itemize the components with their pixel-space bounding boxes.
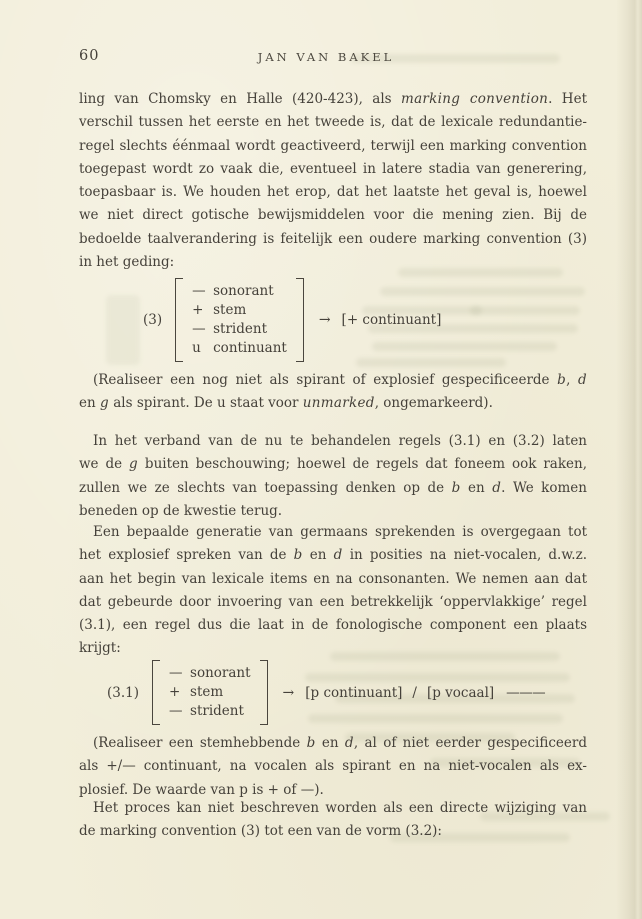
paragraph-6 xyxy=(79,797,587,844)
text-line: toepasbaar is. We houden het erop, dat het laatste het geval is, hoewel xyxy=(79,184,587,201)
matrix-row xyxy=(192,339,287,358)
text-line: beneden op de kwestie terug. xyxy=(79,502,283,519)
bracket-right xyxy=(296,278,304,362)
bracket-left xyxy=(175,278,183,362)
text-line: Een bepaalde generatie van germaans sprekenden is overgegaan tot xyxy=(93,524,587,540)
paragraph-1 xyxy=(79,88,587,274)
text-line: (3.1), een regel dus die laat in de fonologische component een plaats xyxy=(79,617,587,634)
feature-name: continuant xyxy=(213,340,287,356)
feature-sign: + xyxy=(192,302,204,318)
feature-matrix xyxy=(175,278,304,362)
formula-result: [+ continuant] xyxy=(341,312,442,328)
feature-name: strident xyxy=(213,321,267,337)
feature-name: strident xyxy=(190,703,244,719)
text-line: aan het begin van lexicale items en na consonanten. We nemen aan dat xyxy=(79,570,587,587)
feature-matrix xyxy=(152,660,268,725)
paragraph-5 xyxy=(79,732,587,802)
arrow-right-icon: → xyxy=(282,684,295,701)
text-line: als +/— continuant, na vocalen als spirant en na niet-vocalen als ex- xyxy=(79,758,587,775)
text-line: in het geding: xyxy=(79,254,175,271)
matrix-row xyxy=(169,683,251,702)
feature-sign: — xyxy=(169,703,183,719)
matrix-row xyxy=(169,664,251,683)
text-line: In het verband van de nu te behandelen regels (3.1) en (3.2) laten xyxy=(93,433,587,449)
formula-3 xyxy=(79,278,441,362)
text-line: Het proces kan niet beschreven worden als een directe wijziging van xyxy=(93,800,587,816)
feature-sign: u xyxy=(192,340,201,356)
environment-slash: / xyxy=(412,684,417,701)
text-line: plosief. De waarde van p is + of —). xyxy=(79,781,324,798)
bracket-right xyxy=(260,660,268,725)
feature-sign: — xyxy=(169,665,183,681)
text-line: toegepast wordt zo vaak die, eventueel in latere stadia van generering, xyxy=(79,160,587,177)
text-line: (Realiseer een nog niet als spirant of explosief gespecificeerde b, d xyxy=(93,372,587,388)
feature-sign: — xyxy=(192,283,206,299)
page-number: 60 xyxy=(79,48,100,64)
text-line: het explosief spreken van de b en d in posities na niet-vocalen, d.w.z. xyxy=(79,547,587,564)
matrix-row xyxy=(192,320,287,339)
matrix-rows xyxy=(167,660,253,725)
feature-name: stem xyxy=(190,684,224,700)
text-line: verschil tussen het eerste en het tweede is, dat de lexicale redundantie- xyxy=(79,114,587,131)
matrix-row xyxy=(169,702,251,721)
paragraph-3 xyxy=(79,430,587,523)
text-line: dat gebeurde door invoering van een betrekkelijk ‘oppervlakkige’ regel xyxy=(79,593,587,610)
bleedthrough-artifact xyxy=(470,306,580,315)
page-header xyxy=(79,48,587,68)
text-line: ling van Chomsky en Halle (420-423), als marking convention. Het xyxy=(79,91,587,107)
matrix-rows xyxy=(190,278,289,362)
environment-blank-dash: ——— xyxy=(506,684,546,701)
formula-result: [p continuant] xyxy=(305,684,403,701)
text-line: regel slechts éénmaal wordt geactiveerd, terwijl een marking convention xyxy=(79,137,587,154)
formula-label: (3.1) xyxy=(107,684,140,701)
text-line: we de g buiten beschouwing; hoewel de regels dat foneem ook raken, xyxy=(79,456,587,473)
text-line: we niet direct gotische bewijsmiddelen voor die mening zien. Bij de xyxy=(79,207,587,224)
feature-name: stem xyxy=(213,302,247,318)
feature-name: sonorant xyxy=(213,283,274,299)
bracket-left xyxy=(152,660,160,725)
formula-context: [p vocaal] xyxy=(426,684,495,701)
text-line: zullen we ze slechts van toepassing denken op de b en d. We komen xyxy=(79,479,587,496)
paragraph-4 xyxy=(79,521,587,661)
text-line: (Realiseer een stemhebbende b en d, al of niet eerder gespecificeerd xyxy=(93,735,588,751)
feature-sign: + xyxy=(169,684,181,700)
text-line: bedoelde taalverandering is feitelijk een oudere marking convention (3) xyxy=(79,230,587,247)
formula-label: (3) xyxy=(143,312,163,328)
formula-3-1 xyxy=(79,660,545,725)
paragraph-2 xyxy=(79,369,587,416)
text-line: krijgt: xyxy=(79,640,121,657)
matrix-row xyxy=(192,282,287,301)
running-head: JAN VAN BAKEL xyxy=(257,50,395,64)
feature-sign: — xyxy=(192,321,206,337)
page-edge-shadow xyxy=(616,0,642,919)
text-line: de marking convention (3) tot een van de vorm (3.2): xyxy=(79,823,442,840)
feature-name: sonorant xyxy=(190,665,251,681)
text-line: en g als spirant. De u staat voor unmarked, ongemarkeerd). xyxy=(79,395,493,412)
matrix-row xyxy=(192,301,287,320)
arrow-right-icon: → xyxy=(318,312,331,328)
